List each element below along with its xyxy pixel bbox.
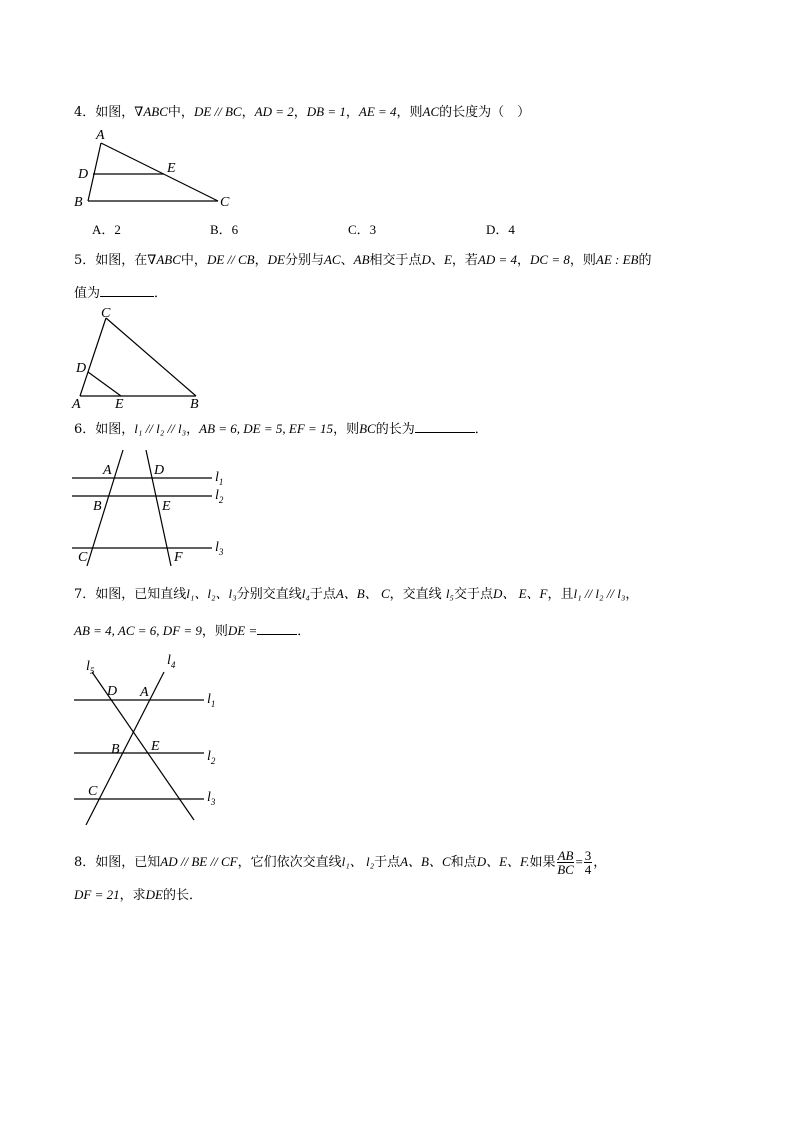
q6-label-l2: $l_2$: [215, 488, 224, 505]
q7-label-l4: $l_4$: [167, 653, 176, 670]
q4-label-b: B: [74, 195, 83, 210]
q5-label-c: C: [101, 306, 111, 321]
q6-label-l3: $l_3$: [215, 540, 224, 557]
q4-option-a[interactable]: A．2: [92, 222, 121, 237]
q6-label-d: D: [154, 463, 165, 478]
q4-option-b[interactable]: B．6: [210, 222, 239, 237]
q5-text: 5．如图，在∇ABC中，DE // CB，DE分别与AC、AB相交于点D、E，若AD = 4，DC = 8，则AE : EB的: [74, 252, 652, 268]
q6-label-l1: $l_1$: [215, 470, 224, 487]
q5-label-d: D: [76, 361, 87, 376]
q7-label-a: A: [140, 685, 149, 700]
q7-label-l2: $l_2$: [207, 749, 216, 766]
q6-label-f: F: [174, 550, 183, 565]
q7-label-l3: $l_3$: [207, 790, 216, 807]
q6-label-a: A: [103, 463, 112, 478]
q7-label-l1: $l_1$: [207, 692, 216, 709]
q4-label-d: D: [78, 167, 89, 182]
q8-fraction-ab-bc: $\frac{AB}{BC}$: [557, 848, 574, 877]
q8-fraction-3-4: $\frac{3}{4}$: [584, 848, 592, 877]
q4-label-a: A: [96, 128, 105, 143]
q8-text: 8．如图，已知AD // BE // CF，它们依次交直线l₁、 l₂于点A、B、C和点D、E、F.如果 $\frac{AB}{BC}$ = $\frac{3}{4}$ ，: [74, 848, 607, 877]
q4-label-c: C: [220, 195, 230, 210]
q7-label-c: C: [88, 784, 98, 799]
q7-label-e: E: [151, 739, 160, 754]
q4-text: 4．如图，∇ABC中，DE // BC，AD = 2，DB = 1，AE = 4，则AC的长度为（ ）: [74, 104, 531, 120]
q7-label-d: D: [107, 684, 118, 699]
q7-label-l5: $l_5$: [86, 659, 95, 676]
q7-text-line2: AB = 4, AC = 6, DF = 9，则DE = ．: [74, 623, 311, 639]
q4-option-d[interactable]: D．4: [486, 222, 515, 237]
q6-label-e: E: [162, 499, 171, 514]
q7-text: 7．如图，已知直线l₁、l₂、l₃分别交直线l₄于点A、B、 C，交直线 l₅交于点D、 E、F，且l₁ // l₂ // l₃，: [74, 586, 639, 602]
triangle-symbol: ∇: [134, 104, 144, 119]
q5-text-line2: 值为 ．: [74, 286, 168, 301]
q6-label-c: C: [78, 550, 88, 565]
q5-label-b: B: [190, 397, 199, 412]
q8-text-line2: DF = 21，求DE的长．: [74, 887, 202, 903]
q7-label-b: B: [111, 742, 120, 757]
q6-label-b: B: [93, 499, 102, 514]
q5-label-a: A: [72, 397, 81, 412]
q4-option-c[interactable]: C．3: [348, 222, 377, 237]
q6-text: 6．如图，l₁ // l₂ // l₃，AB = 6, DE = 5, EF = 15，则BC的长为 ．: [74, 421, 488, 437]
q4-label-e: E: [167, 161, 176, 176]
q5-label-e: E: [115, 397, 124, 412]
